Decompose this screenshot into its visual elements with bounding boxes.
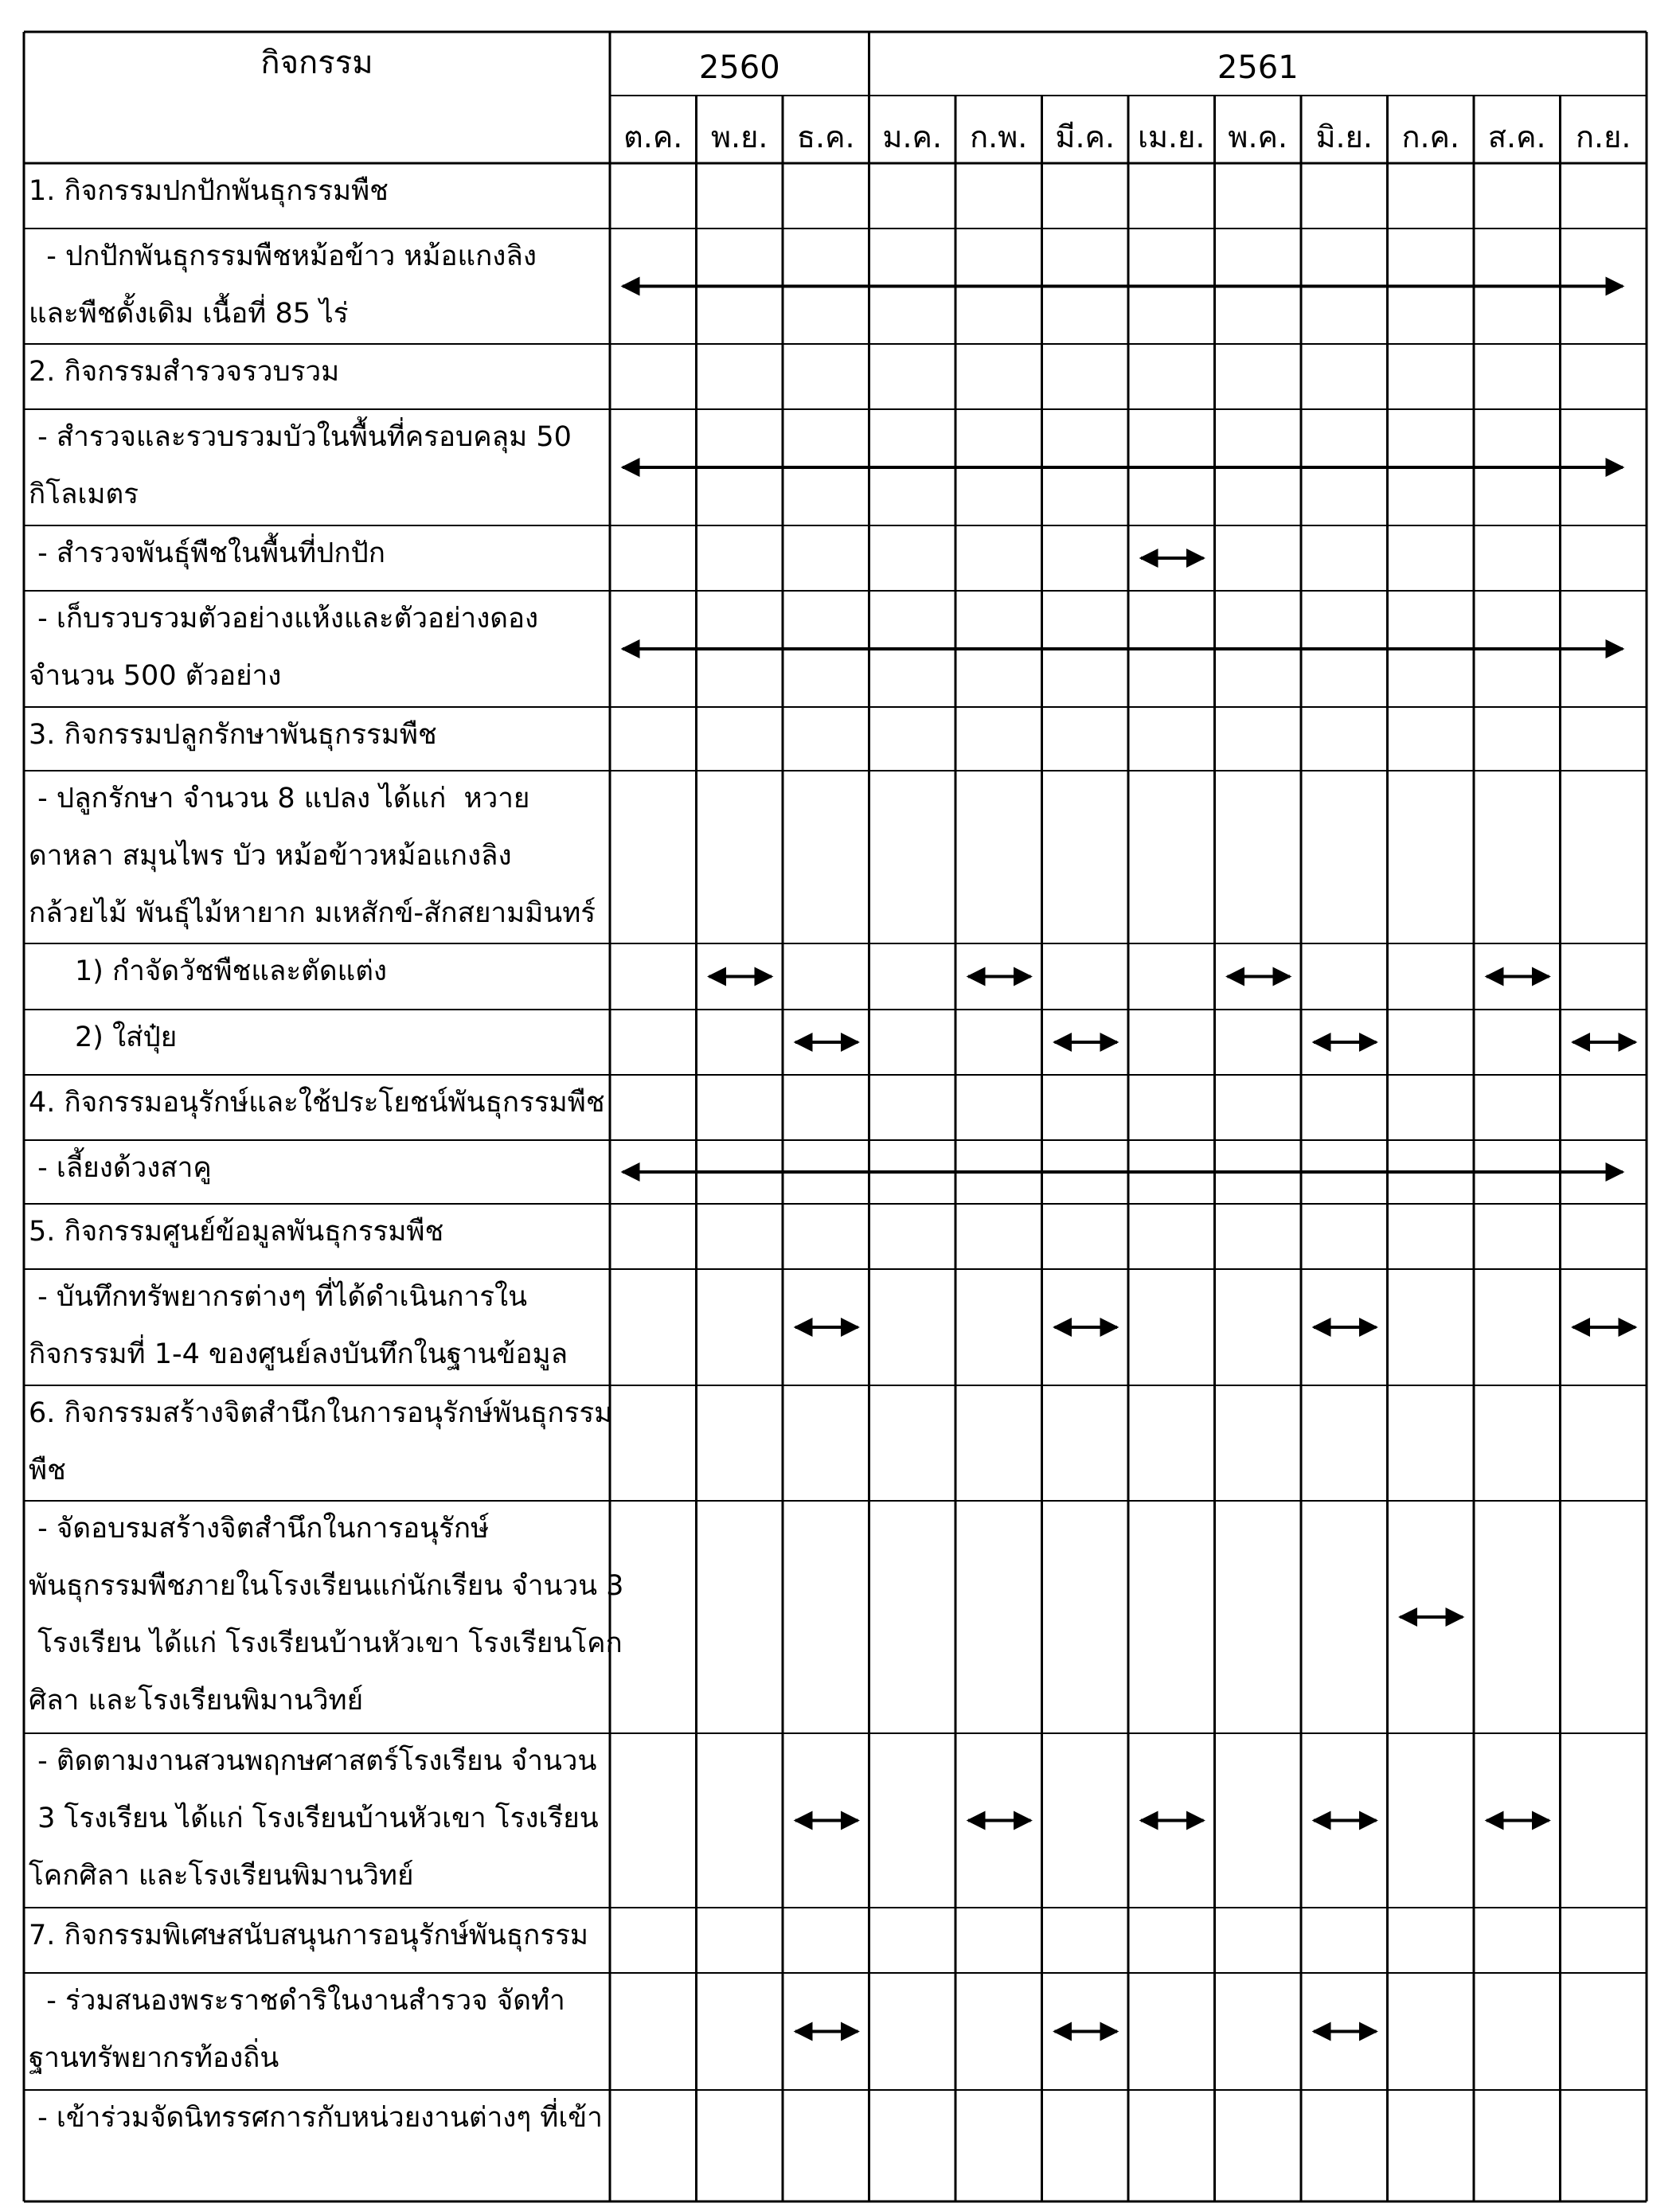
activity-row-text: 1) กำจัดวัชพืชและตัดแต่ง xyxy=(75,955,388,987)
activity-row-text: กิโลเมตร xyxy=(29,479,139,510)
activity-row-text: และพืชดั้งเดิม เนื้อที่ 85 ไร่ xyxy=(29,298,349,330)
activity-row-text: - เลี้ยงด้วงสาคู xyxy=(29,1152,212,1184)
activity-row-text: 2) ใส่ปุ๋ย xyxy=(75,1021,178,1053)
activity-row-text: 7. กิจกรรมพิเศษสนับสนุนการอนุรักษ์พันธุกรรม xyxy=(29,1920,588,1951)
activity-row-text: 1. กิจกรรมปกปักพันธุกรรมพืช xyxy=(29,175,389,207)
month-header: ก.ค. xyxy=(1401,119,1460,154)
activity-row-text: 3 โรงเรียน ได้แก่ โรงเรียนบ้านหัวเขา โรงเรียน xyxy=(29,1803,599,1834)
activity-row-text: 3. กิจกรรมปลูกรักษาพันธุกรรมพืช xyxy=(29,719,437,751)
activity-row-text: - ปลูกรักษา จำนวน 8 แปลง ได้แก่ หวาย xyxy=(29,783,530,814)
activity-row-text: - ปกปักพันธุกรรมพืชหม้อข้าว หม้อแกงลิง xyxy=(29,240,537,272)
activity-row-text: 6. กิจกรรมสร้างจิตสำนึกในการอนุรักษ์พันธุกรรม xyxy=(29,1397,613,1429)
month-header: ธ.ค. xyxy=(796,119,855,154)
month-header: ต.ค. xyxy=(623,119,683,154)
activity-row-text: - เข้าร่วมจัดนิทรรศการกับหน่วยงานต่างๆ ที่เข้า xyxy=(29,2102,603,2134)
activity-row-text: 4. กิจกรรมอนุรักษ์และใช้ประโยชน์พันธุกรรมพืช xyxy=(29,1087,605,1119)
activity-row-text: - สำรวจและรวบรวมบัวในพื้นที่ครอบคลุม 50 xyxy=(29,421,572,453)
activity-row-text: กล้วยไม้ พันธุ์ไม้หายาก มเหสักข์-สักสยามมินทร์ xyxy=(29,897,596,929)
month-header: มิ.ย. xyxy=(1315,119,1373,154)
activity-row-text: ศิลา และโรงเรียนพิมานวิทย์ xyxy=(29,1685,364,1717)
month-header: เม.ย. xyxy=(1138,119,1205,154)
month-header: พ.ค. xyxy=(1228,119,1288,154)
activity-row-text: - จัดอบรมสร้างจิตสำนึกในการอนุรักษ์ xyxy=(29,1513,490,1545)
activity-row-text: โรงเรียน ได้แก่ โรงเรียนบ้านหัวเขา โรงเรียนโคก xyxy=(29,1627,623,1659)
activity-row-text: ดาหลา สมุนไพร บัว หม้อข้าวหม้อแกงลิง xyxy=(29,840,512,872)
activity-row-text: ฐานทรัพยากรท้องถิ่น xyxy=(29,2042,279,2074)
month-header: ก.พ. xyxy=(970,119,1028,154)
activity-header: กิจกรรม xyxy=(260,45,373,81)
month-header: ก.ย. xyxy=(1576,119,1631,154)
month-header: ส.ค. xyxy=(1487,119,1546,154)
activity-row-text: พันธุกรรมพืชภายในโรงเรียนแก่นักเรียน จำนวน 3 xyxy=(29,1570,624,1602)
month-header: มี.ค. xyxy=(1055,119,1115,154)
activity-row-text: โคกศิลา และโรงเรียนพิมานวิทย์ xyxy=(29,1860,414,1892)
month-header: ม.ค. xyxy=(882,119,943,154)
year-header: 2561 xyxy=(1217,49,1299,86)
year-header: 2560 xyxy=(698,49,780,86)
activity-row-text: กิจกรรมที่ 1-4 ของศูนย์ลงบันทึกในฐานข้อมูล xyxy=(29,1338,568,1370)
activity-row-text: - บันทึกทรัพยากรต่างๆ ที่ได้ดำเนินการใน xyxy=(29,1281,528,1313)
activity-row-text: พืช xyxy=(29,1455,66,1486)
activity-row-text: จำนวน 500 ตัวอย่าง xyxy=(29,660,282,692)
activity-row-text: - ติดตามงานสวนพฤกษศาสตร์โรงเรียน จำนวน xyxy=(29,1745,597,1777)
activity-row-text: - สำรวจพันธุ์พืชในพื้นที่ปกปัก xyxy=(29,537,385,569)
activity-row-text: - เก็บรวบรวมตัวอย่างแห้งและตัวอย่างดอง xyxy=(29,603,539,635)
activity-row-text: - ร่วมสนองพระราชดำริในงานสำรวจ จัดทำ xyxy=(29,1985,565,2017)
activity-row-text: 5. กิจกรรมศูนย์ข้อมูลพันธุกรรมพืช xyxy=(29,1216,444,1248)
month-header: พ.ย. xyxy=(711,119,768,154)
activity-row-text: 2. กิจกรรมสำรวจรวบรวม xyxy=(29,356,340,388)
